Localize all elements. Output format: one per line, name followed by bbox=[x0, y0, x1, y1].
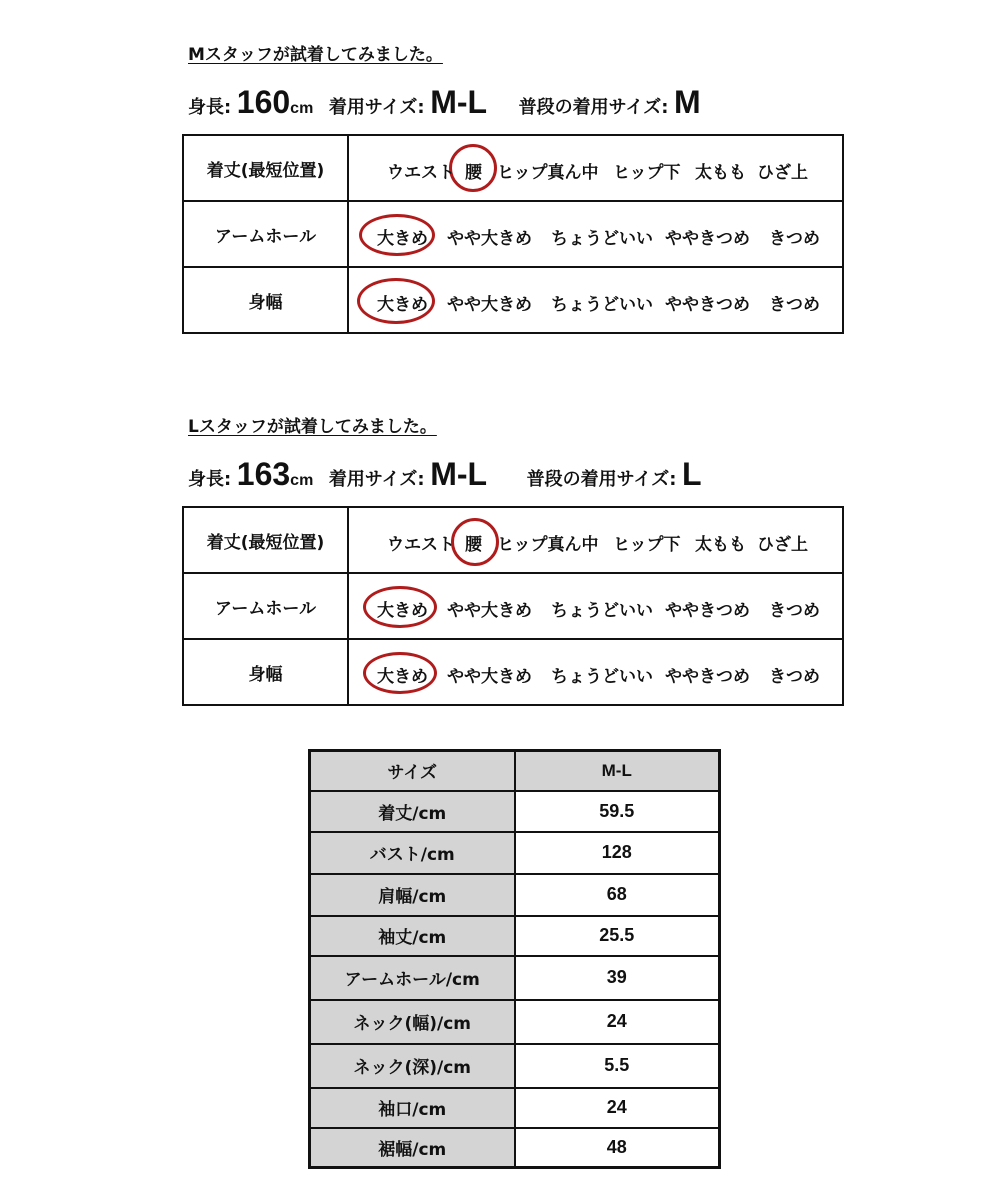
height-value: 160 bbox=[236, 84, 291, 120]
size-key: 袖口/cm bbox=[310, 1088, 515, 1128]
size-value: 68 bbox=[515, 874, 720, 916]
usual-size-label: 普段の着用サイズ: bbox=[518, 97, 669, 118]
fit-option-selected: 大きめ bbox=[377, 295, 428, 315]
fit-row-label: 着丈(最短位置) bbox=[183, 507, 348, 573]
fit-option: やや大きめ bbox=[447, 601, 532, 621]
fit-options bbox=[348, 573, 843, 639]
size-row bbox=[310, 1128, 720, 1168]
size-value: 59.5 bbox=[515, 791, 720, 832]
fit-option: ヒップ真ん中 bbox=[497, 163, 599, 183]
fit-option-selected: 腰 bbox=[465, 163, 482, 183]
height-unit: cm bbox=[290, 472, 314, 489]
worn-size-value: M-L bbox=[430, 456, 488, 492]
height-label: 身長: bbox=[188, 97, 232, 118]
size-key: 肩幅/cm bbox=[310, 874, 515, 916]
fit-row-label: アームホール bbox=[183, 573, 348, 639]
fit-option-selected: 腰 bbox=[465, 535, 482, 555]
fit-option: きつめ bbox=[769, 601, 820, 621]
size-header-key: サイズ bbox=[310, 751, 515, 791]
fit-option: やや大きめ bbox=[447, 229, 532, 249]
fit-option: ちょうどいい bbox=[551, 229, 653, 249]
size-value: 39 bbox=[515, 956, 720, 1000]
size-table-header bbox=[310, 751, 720, 791]
worn-size-value: M-L bbox=[430, 84, 488, 120]
height-value: 163 bbox=[236, 456, 291, 492]
size-row bbox=[310, 956, 720, 1000]
size-value: 24 bbox=[515, 1000, 720, 1044]
size-value: 24 bbox=[515, 1088, 720, 1128]
fit-option: ややきつめ bbox=[665, 295, 750, 315]
size-value: 5.5 bbox=[515, 1044, 720, 1088]
fit-options bbox=[348, 267, 843, 333]
fit-option-selected: 大きめ bbox=[377, 601, 428, 621]
fit-option: ひざ上 bbox=[757, 535, 808, 555]
fit-options bbox=[348, 507, 843, 573]
size-key: 袖丈/cm bbox=[310, 916, 515, 956]
size-header-value: M-L bbox=[515, 751, 720, 791]
fit-option-selected: 大きめ bbox=[377, 229, 428, 249]
fit-option: やや大きめ bbox=[447, 667, 532, 687]
fit-option: ちょうどいい bbox=[551, 667, 653, 687]
fit-option: きつめ bbox=[769, 667, 820, 687]
worn-size-label: 着用サイズ: bbox=[328, 97, 425, 118]
fit-row-armhole bbox=[183, 573, 843, 639]
fit-row-label: アームホール bbox=[183, 201, 348, 267]
size-value: 25.5 bbox=[515, 916, 720, 956]
height-label: 身長: bbox=[188, 469, 232, 490]
section-heading: Lスタッフが試着してみました。 bbox=[188, 417, 437, 437]
fit-option: ややきつめ bbox=[665, 601, 750, 621]
size-key: 裾幅/cm bbox=[310, 1128, 515, 1168]
size-value: 128 bbox=[515, 832, 720, 874]
fit-option: ヒップ下 bbox=[613, 535, 681, 555]
fit-table bbox=[182, 134, 844, 334]
usual-size-label: 普段の着用サイズ: bbox=[526, 469, 677, 490]
fit-option-selected: 大きめ bbox=[377, 667, 428, 687]
fit-options bbox=[348, 201, 843, 267]
size-row bbox=[310, 1000, 720, 1044]
size-key: 着丈/cm bbox=[310, 791, 515, 832]
fit-option: きつめ bbox=[769, 229, 820, 249]
fit-option: きつめ bbox=[769, 295, 820, 315]
fit-row-label: 着丈(最短位置) bbox=[183, 135, 348, 201]
fit-option: ちょうどいい bbox=[551, 295, 653, 315]
fit-row-length bbox=[183, 135, 843, 201]
measurement-line bbox=[188, 84, 701, 124]
fit-option: 太もも bbox=[695, 163, 746, 183]
fit-option: 太もも bbox=[695, 535, 746, 555]
staff-section-l bbox=[182, 410, 844, 712]
fit-option: ややきつめ bbox=[665, 229, 750, 249]
fit-options bbox=[348, 135, 843, 201]
fit-row-length bbox=[183, 507, 843, 573]
size-key: ネック(深)/cm bbox=[310, 1044, 515, 1088]
size-table bbox=[308, 749, 721, 1169]
usual-size-value: M bbox=[674, 84, 701, 120]
usual-size-value: L bbox=[682, 456, 702, 492]
fit-options bbox=[348, 639, 843, 705]
fit-table bbox=[182, 506, 844, 706]
size-key: バスト/cm bbox=[310, 832, 515, 874]
fit-row-armhole bbox=[183, 201, 843, 267]
worn-size-label: 着用サイズ: bbox=[328, 469, 425, 490]
fit-option: やや大きめ bbox=[447, 295, 532, 315]
size-row bbox=[310, 1088, 720, 1128]
fit-option: ウエスト bbox=[387, 535, 455, 555]
size-key: ネック(幅)/cm bbox=[310, 1000, 515, 1044]
size-row bbox=[310, 916, 720, 956]
fit-row-width bbox=[183, 639, 843, 705]
size-row bbox=[310, 1044, 720, 1088]
staff-section-m bbox=[182, 38, 844, 340]
size-key: アームホール/cm bbox=[310, 956, 515, 1000]
fit-option: ヒップ真ん中 bbox=[497, 535, 599, 555]
fit-row-label: 身幅 bbox=[183, 639, 348, 705]
size-row bbox=[310, 791, 720, 832]
fit-option: ヒップ下 bbox=[613, 163, 681, 183]
fit-row-width bbox=[183, 267, 843, 333]
size-row bbox=[310, 832, 720, 874]
section-heading: Mスタッフが試着してみました。 bbox=[188, 45, 443, 65]
size-value: 48 bbox=[515, 1128, 720, 1168]
size-row bbox=[310, 874, 720, 916]
fit-option: ひざ上 bbox=[757, 163, 808, 183]
fit-option: ちょうどいい bbox=[551, 601, 653, 621]
fit-option: ウエスト bbox=[387, 163, 455, 183]
fit-option: ややきつめ bbox=[665, 667, 750, 687]
height-unit: cm bbox=[290, 100, 314, 117]
measurement-line bbox=[188, 456, 702, 496]
fit-row-label: 身幅 bbox=[183, 267, 348, 333]
